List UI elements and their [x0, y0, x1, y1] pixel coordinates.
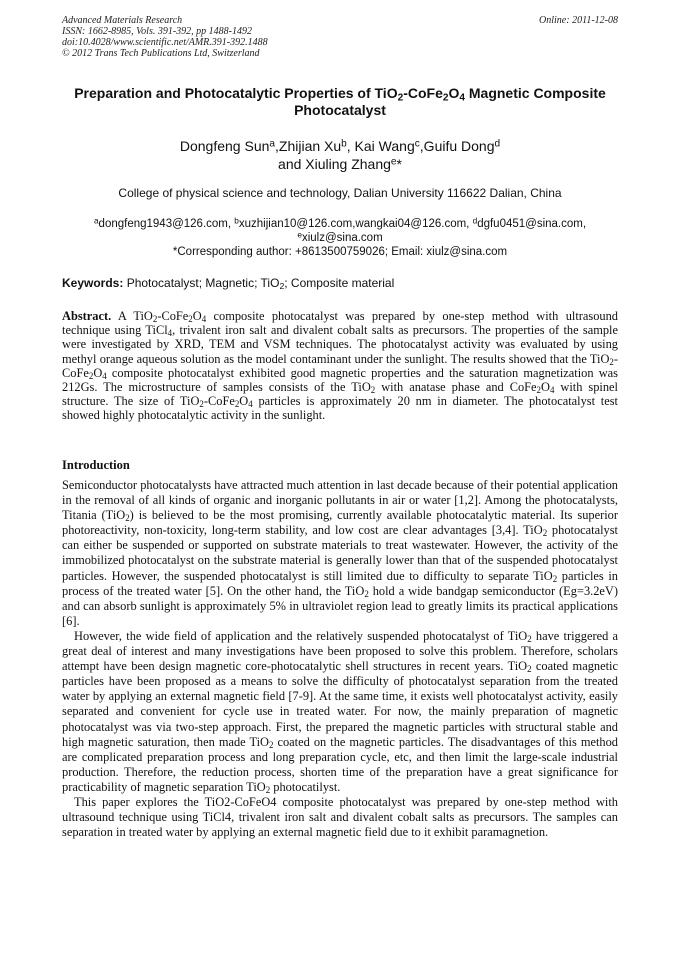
email-line-1: $^a$dongfeng1943@126.com, $^b$xuzhijian10@126.com,wangkai04@126.com, $^d$dgfu0451@sina.com, — [93, 216, 587, 230]
abstract-label: Abstract. — [62, 309, 112, 323]
affiliation: College of physical science and technology, Dalian University 116622 Dalian, China — [118, 186, 562, 200]
email-line-2: $^e$xiulz@sina.com — [297, 230, 383, 244]
keywords-label: Keywords: — [62, 276, 124, 290]
corresponding-author: *Corresponding author: +8613500759026; Email: xiulz@sina.com — [172, 246, 508, 258]
author-emails — [62, 217, 618, 259]
journal-name: Advanced Materials Research — [62, 15, 183, 26]
journal-header — [62, 15, 618, 59]
introduction-body — [62, 478, 618, 840]
online-date: Online: 2011-12-08 — [539, 15, 618, 26]
intro-paragraph-2: However, the wide field of application and the relatively suspended photocatalyst of TiO$_2$ have triggered a great deal of interest and many investigations have been proposed to solve this problem. Therefore, scholars attempt have been design magnetic core-photocatalytic shell structures in recent years. TiO$_2$ coated magnetic particles have been proposed as a means to solve the difficulty of photocatalyst separation from the treated water by applying an external magnetic field [7-9]. At the same time, it exists well photocatalyst activity, easily separated and convenient for cycle use in treated water. For now, the mainly preparation of magnetic photocatalyst was via two-step approach. First, the prepared the magnetic particles with structural stable and high magnetic saturation, then made TiO$_2$ coated on the magnetic particles. The disadvantages of this method are complicated preparation process and long preparation cycle, etc, and then limit the large-scale industrial production. Therefore, the reduction process, shorten time of the preparation have a great significance for practicability of magnetic separation TiO$_2$ photocatilyst. — [62, 628, 618, 796]
copyright-line: © 2012 Trans Tech Publications Ltd, Switzerland — [62, 48, 260, 59]
intro-paragraph-1: Semiconductor photocatalysts have attracted much attention in last decade because of their potential application in the removal of all kinds of organic and inorganic pollutants in air or water [1,2]. Among the photocatalysts, Titania (TiO$_2$) is believed to be the most promising, currently available photocatalytic material. Its superior photoreactivity, non-toxicity, long-term stability, and low cost are clear advantages [3,4]. TiO$_2$ photocatalyst can either be suspended or supported on substrate materials to treat wastewater. However, the activity of the immobilized photocatalyst on the substrate material is generally lower than that of the suspended photocatalyst particles. However, the suspended photocatalyst is still limited due to difficulty to separate TiO$_2$ particles in process of the treated water [5]. On the other hand, the TiO$_2$ hold a wide bandgap semiconductor (Eg=3.2eV) and can absorb sunlight is approximately 5% in ultraviolet region lead to greatly limits its practical applications [6]. — [62, 478, 619, 628]
author-list: Dongfeng Sun$^a$,Zhijian Xu$^b$, Kai Wang$^c$,Guifu Dong$^d$ and Xiuling Zhang$^e$* — [179, 138, 501, 172]
paper-title: Preparation and Photocatalytic Properties of $TiO_2-CoFe_2O_4$ Magnetic Composite Photocatalyst — [74, 85, 606, 118]
section-heading-introduction: Introduction — [62, 458, 130, 472]
intro-paragraph-3: This paper explores the TiO2-CoFeO4 composite photocatalyst was prepared by one-step method with ultrasound technique using TiCl4, trivalent iron salt and divalent cobalt salts as precursors. The samples can separation in treated water by applying an external magnetic field due to it exhibit paramagnetion. — [62, 794, 618, 840]
abstract: Abstract. A $TiO_2-CoFe_2O_4$ composite photocatalyst was prepared by one-step method with ultrasound technique using TiCl$_4$, trivalent iron salt and divalent cobalt salts as precursors. The properties of the sample were investigated by XRD, TEM and VSM techniques. The photocatalyst activity was evaluated by using methyl orange aqueous solution as the model contaminant under the sunlight. The results showed that the $TiO_2-CoFe_2O_4$ composite photocatalyst exhibited good magnetic properties and the saturation magnetization was 212Gs. The microstructure of samples consists of the TiO$_2$ with anatase phase and $CoFe_2O_4$ with spinel structure. The size of $TiO_2-CoFe_2O_4$ particles is approximately 20 nm in diameter. The photocatalyst test showed highly photocatalytic activity in the sunlight. — [62, 309, 619, 423]
issn-line: ISSN: 1662-8985, Vols. 391-392, pp 1488-1492 — [62, 26, 252, 37]
doi-line: doi:10.4028/www.scientific.net/AMR.391-392.1488 — [62, 37, 268, 48]
keywords: Keywords: Photocatalyst; Magnetic; TiO$_2$; Composite material — [62, 276, 395, 292]
